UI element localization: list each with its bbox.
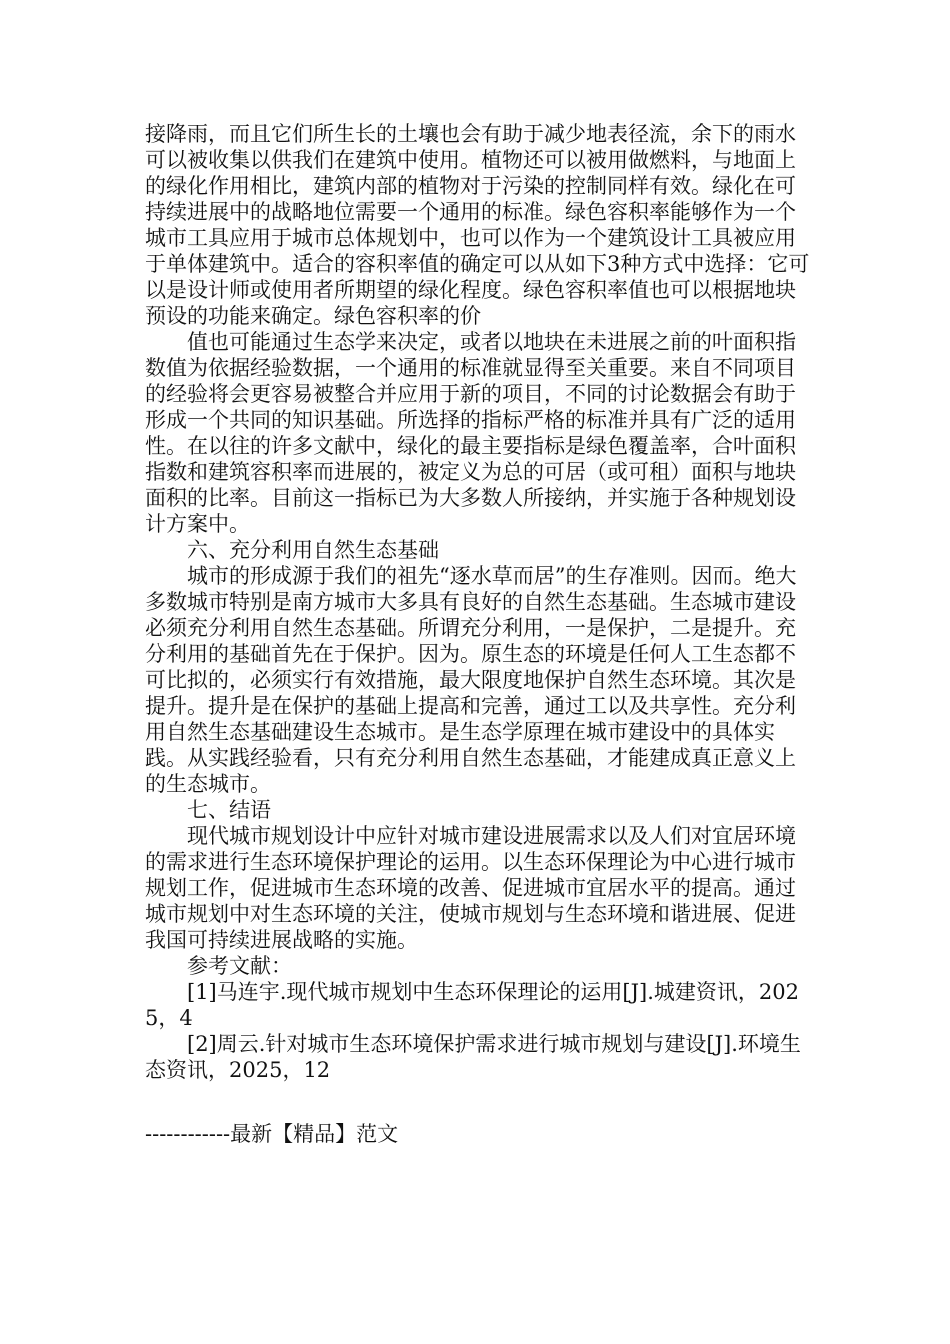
references-heading: 参考文献：: [187, 954, 292, 978]
paragraph-conclusion: 现代城市规划设计中应针对城市建设进展需求以及人们对宜居环境的需求进行生态环境保护理论的运用。以生态环保理论为中心进行城市规划工作，促进城市生态环境的改善、促进城市宜居水平的提高。通过城市规划中对生态环境的关注，使城市规划与生态环境和谐进展、促进我国可持续进展战略的实施。: [145, 824, 796, 952]
reference-item: [1]马连宇.现代城市规划中生态环保理论的运用[J].城建资讯，2025，4: [145, 980, 799, 1030]
footer-note: ------------最新【精品】范文: [145, 1122, 399, 1146]
paragraph-green-ratio: 值也可能通过生态学来决定，或者以地块在未进展之前的叶面积指数值为依据经验数据，一个通用的标准就显得至关重要。来自不同项目的经验将会更容易被整合并应用于新的项目，不同的讨论数据会有助于形成一个共同的知识基础。所选择的指标严格的标准并具有广泛的适用性。在以往的许多文献中，绿化的最主要指标是绿色覆盖率，合叶面积指数和建筑容积率而进展的，被定义为总的可居（或可租）面积与地块面积的比率。目前这一指标已为大多数人所接纳，并实施于各种规划设计方案中。: [145, 330, 796, 536]
paragraph-natural-ecology: 城市的形成源于我们的祖先“逐水草而居”的生存准则。因而。绝大多数城市特别是南方城市大多具有良好的自然生态基础。生态城市建设必须充分利用自然生态基础。所谓充分利用，一是保护，二是提升。充分利用的基础首先在于保护。因为。原生态的环境是任何人工生态都不可比拟的，必须实行有效措施，最大限度地保护自然生态环境。其次是提升。提升是在保护的基础上提高和完善，通过工以及共享性。充分利用自然生态基础建设生态城市。是生态学原理在城市建设中的具体实践。从实践经验看，只有充分利用自然生态基础，才能建成真正意义上的生态城市。: [145, 564, 797, 796]
section-heading-6: 六、充分利用自然生态基础: [187, 538, 439, 562]
section-heading-7: 七、结语: [187, 798, 271, 822]
document-body: [145, 121, 810, 1083]
paragraph-continuation: 接降雨，而且它们所生长的土壤也会有助于减少地表径流，余下的雨水可以被收集以供我们在建筑中使用。植物还可以被用做燃料，与地面上的绿化作用相比，建筑内部的植物对于污染的控制同样有效。绿化在可持续进展中的战略地位需要一个通用的标准。绿色容积率能够作为一个城市工具应用于城市总体规划中，也可以作为一个建筑设计工具被应用于单体建筑中。适合的容积率值的确定可以从如下3种方式中选择：它可以是设计师或使用者所期望的绿化程度。绿色容积率值也可以根据地块预设的功能来确定。绿色容积率的价: [145, 122, 810, 328]
reference-item: [2]周云.针对城市生态环境保护需求进行城市规划与建设[J].环境生态资讯，2025，12: [145, 1032, 801, 1082]
